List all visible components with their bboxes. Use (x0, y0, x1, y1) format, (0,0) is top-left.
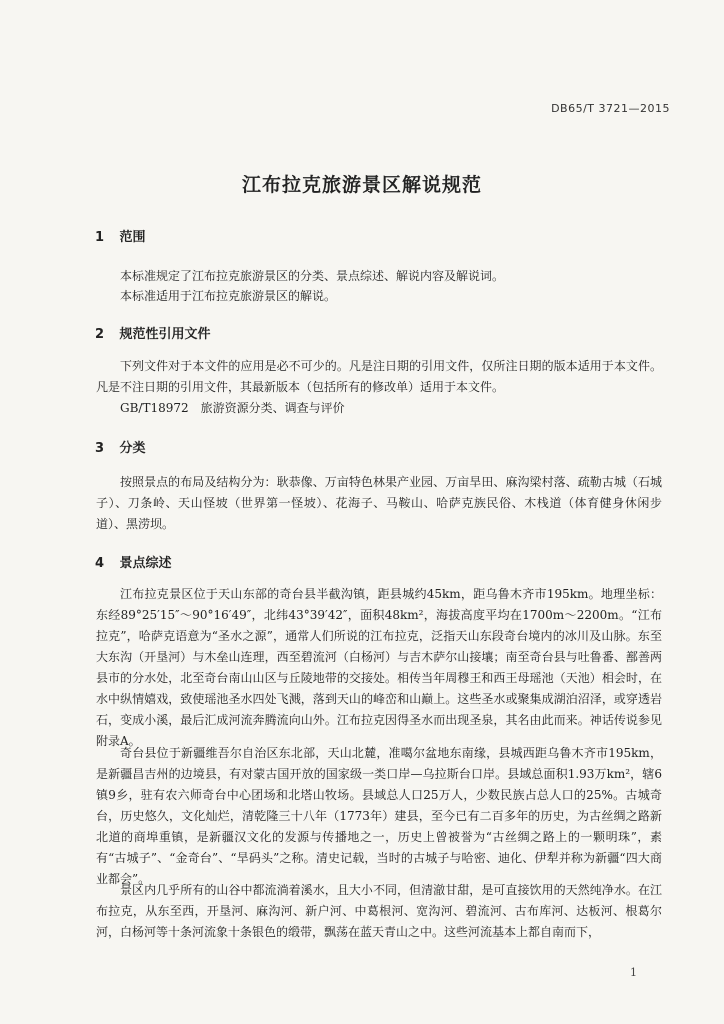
section-heading-4 (95, 552, 172, 571)
section-number: 2 (95, 327, 105, 342)
paragraph: 本标准适用于江布拉克旅游景区的解说。 (120, 289, 337, 303)
section-title: 景点综述 (119, 556, 172, 571)
section-number: 1 (95, 230, 105, 245)
section-number: 4 (95, 556, 105, 571)
paragraph: 景区内几乎所有的山谷中都流淌着溪水，且大小不同，但清澈甘甜，是可直接饮用的天然纯净水。在江布拉克，从东至西，开垦河、麻沟河、新户河、中葛根河、宽沟河、碧流河、古布库河、达板河、根葛尔河，白杨河等十条河流象十条银色的缎带，飘荡在蓝天青山之中。这些河流基本上都自南而下， (96, 883, 662, 939)
paragraph: 奇台县位于新疆维吾尔自治区东北部，天山北麓，准噶尔盆地东南缘，县城西距乌鲁木齐市195km，是新疆昌吉州的边境县，有对蒙古国开放的国家级一类口岸—乌拉斯台口岸。县域总面积1.93万km²，辖6镇9乡，驻有农六师奇台中心团场和北塔山牧场。县域总人口25万人，少数民族占总人口的25%。古城奇台，历史悠久，文化灿烂，清乾隆三十八年（1773年）建县，至今已有二百多年的历史，为古丝绸之路新北道的商埠重镇，是新疆汉文化的发源与传播地之一，历史上曾被誉为“古丝绸之路上的一颗明珠”，素有“古城子”、“金奇台”、“旱码头”之称。清史记载，当时的古城子与哈密、迪化、伊犁并称为新疆“四大商业都会”。 (96, 746, 662, 886)
document-number: DB65/T 3721—2015 (551, 102, 670, 115)
section-heading-1 (95, 226, 146, 245)
section-title: 范围 (119, 230, 146, 245)
section-number: 3 (95, 441, 105, 456)
paragraph: 按照景点的布局及结构分为：耿恭像、万亩特色林果产业园、万亩旱田、麻沟梁村落、疏勒古城（石城子）、刀条岭、天山怪坡（世界第一怪坡）、花海子、马鞍山、哈萨克族民俗、木栈道（体育健身休闲步道）、黑涝坝。 (96, 475, 662, 531)
paragraph: 下列文件对于本文件的应用是必不可少的。凡是注日期的引用文件，仅所注日期的版本适用于本文件。凡是不注日期的引用文件，其最新版本（包括所有的修改单）适用于本文件。 (96, 359, 662, 394)
section-heading-3 (95, 437, 146, 456)
page-number: 1 (630, 966, 637, 979)
paragraph-reference: GB/T18972 旅游资源分类、调查与评价 (120, 401, 345, 415)
paragraph: 本标准规定了江布拉克旅游景区的分类、景点综述、解说内容及解说词。 (120, 269, 505, 283)
section-heading-2 (95, 323, 211, 342)
section-title: 规范性引用文件 (119, 327, 211, 342)
section-title: 分类 (119, 441, 146, 456)
document-title: 江布拉克旅游景区解说规范 (241, 174, 482, 196)
paragraph: 江布拉克景区位于天山东部的奇台县半截沟镇，距县城约45km，距乌鲁木齐市195km。地理坐标：东经89°25′15″～90°16′49″，北纬43°39′42″，面积48km²，海拔高度平均在1700m～2200m。“江布拉克”，哈萨克语意为“圣水之源”，通常人们所说的江布拉克，泛指天山东段奇台境内的冰川及山脉。东至大东沟（开垦河）与木垒山连理，西至碧流河（白杨河）与吉木萨尔山接壤；南至奇台县与吐鲁番、鄯善两县市的分水处，北至奇台南山山区与丘陵地带的交接处。相传当年周穆王和西王母瑶池（天池）相会时，在水中纵情嬉戏，致使瑶池圣水四处飞溅，落到天山的峰峦和山巅上。这些圣水或聚集成湖泊沼泽，或穿透岩石，变成小溪，最后汇成河流奔腾流向山外。江布拉克因得圣水而出现圣泉，其名由此而来。神话传说参见附录A。 (96, 587, 662, 748)
